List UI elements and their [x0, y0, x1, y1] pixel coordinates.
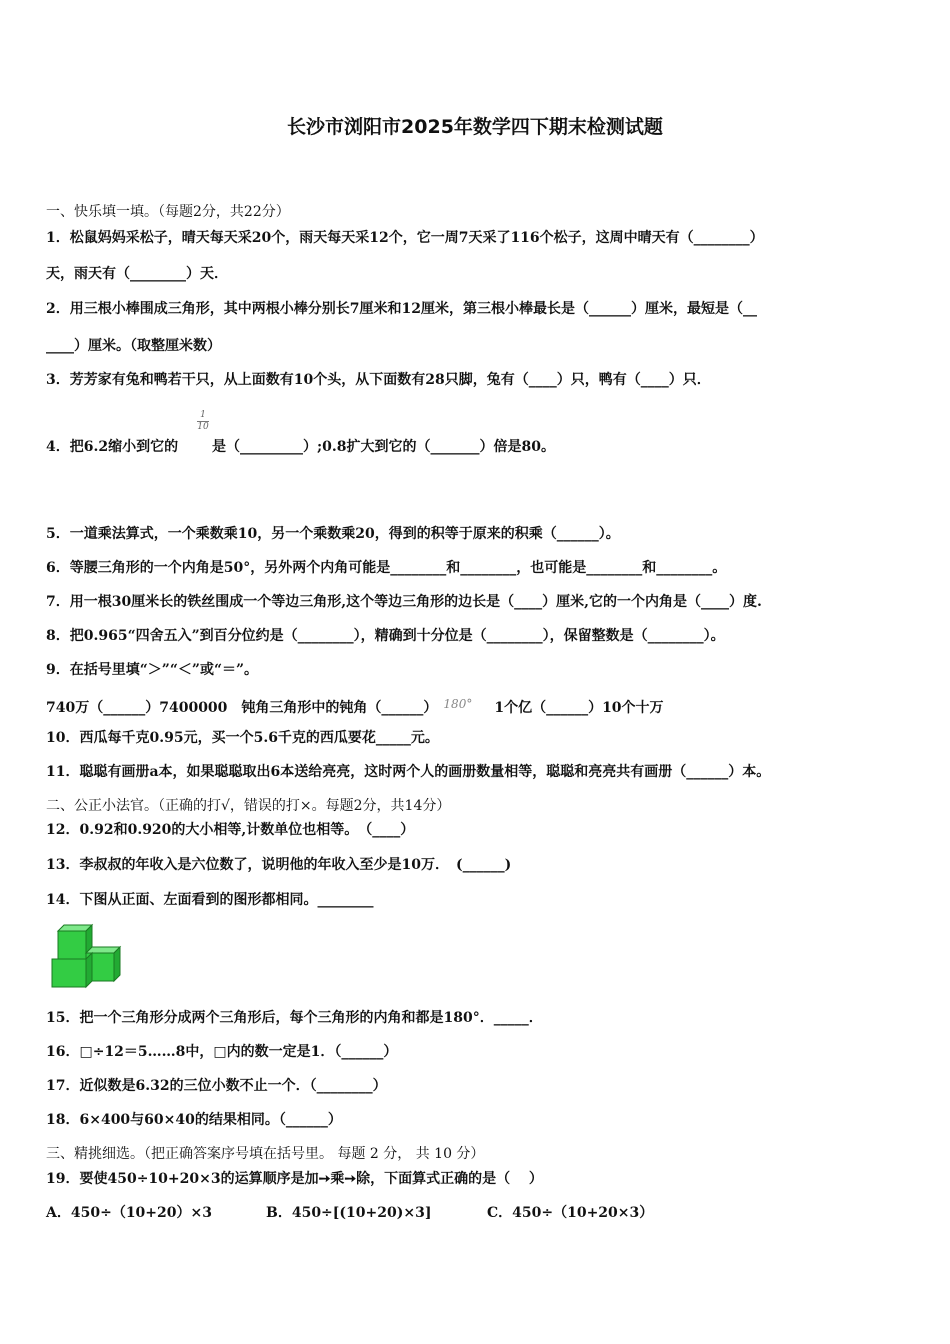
- question-15: 15．把一个三角形分成两个三角形后，每个三角形的内角和都是180°．_____．: [46, 1010, 543, 1026]
- question-12: 12．0.92和0.920的大小相等,计数单位也相等。 （____）: [46, 822, 415, 838]
- question-13: 13．李叔叔的年收入是六位数了，说明他的年收入至少是10万． (______): [46, 857, 512, 873]
- option-c: C．450÷（10+20×3）: [487, 1205, 654, 1221]
- question-9: 9．在括号里填“＞”“＜”或“＝”。: [46, 662, 259, 678]
- question-8: 8．把0.965“四舍五入”到百分位约是（________），精确到十分位是（________），保留整数是（________）。: [46, 628, 725, 644]
- section-heading-3: 三、精挑细选。（把正确答案序号填在括号里。 每题 2 分， 共 10 分）: [46, 1146, 485, 1162]
- question-19-options: [46, 1203, 910, 1223]
- question-1-cont: 天，雨天有（________）天．: [46, 266, 228, 282]
- degree-180: 180°: [443, 697, 473, 711]
- question-7: 7．用一根30厘米长的铁丝围成一个等边三角形,这个等边三角形的边长是（____）厘米,它的一个内角是（____）度.: [46, 594, 762, 610]
- question-1: 1．松鼠妈妈采松子，晴天每天采20个，雨天每天采12个，它一周7天采了116个松子，这周中晴天有（________）: [46, 230, 764, 246]
- page-title: 长沙市浏阳市2025年数学四下期末检测试题: [287, 116, 663, 138]
- question-6: 6．等腰三角形的一个内角是50°，另外两个内角可能是________和________，也可能是________和________。: [46, 560, 727, 576]
- section-heading-2: 二、公正小法官。（正确的打√，错误的打×。每题2分，共14分）: [46, 798, 451, 814]
- question-18: 18．6×400与60×40的结果相同。（______）: [46, 1112, 342, 1128]
- question-2-cont: ____）厘米。（取整厘米数）: [46, 338, 221, 354]
- question-9-items: [46, 694, 910, 718]
- question-11: 11．聪聪有画册a本，如果聪聪取出6本送给亮亮，这时两个人的画册数量相等，聪聪和亮亮共有画册（______）本。: [46, 764, 771, 780]
- section-heading-1: 一、快乐填一填。（每题2分，共22分）: [46, 204, 290, 220]
- question-19: 19．要使450÷10+20×3的运算顺序是加➙乘➙除，下面算式正确的是（ ）: [46, 1171, 543, 1187]
- question-10: 10．西瓜每千克0.95元，买一个5.6千克的西瓜要花_____元。: [46, 730, 439, 746]
- question-9-item-c: 1个亿（______）10个十万: [494, 700, 664, 716]
- question-14: 14．下图从正面、左面看到的图形都相同。________: [46, 892, 374, 908]
- question-17: 17．近似数是6.32的三位小数不止一个．（________）: [46, 1078, 387, 1094]
- question-16: 16．□÷12＝5……8中，□内的数一定是1．（______）: [46, 1044, 398, 1060]
- fraction-denominator: 10: [197, 422, 209, 432]
- question-4-start: 4．把6.2缩小到它的: [46, 439, 179, 455]
- cube-figure: [48, 923, 128, 989]
- question-5: 5．一道乘法算式，一个乘数乘10，另一个乘数乘20，得到的积等于原来的积乘（______）。: [46, 526, 620, 542]
- question-9-item-a: 740万（______）7400000 钝角三角形中的钝角（______）: [46, 700, 438, 716]
- question-3: 3．芳芳家有兔和鸭若干只，从上面数有10个头，从下面数有28只脚，兔有（____）只，鸭有（____）只．: [46, 372, 711, 388]
- fraction-one-tenth: [196, 410, 210, 433]
- fraction-numerator: 1: [200, 410, 206, 420]
- option-a: A．450÷（10+20）×3: [46, 1205, 212, 1221]
- question-2: 2．用三根小棒围成三角形，其中两根小棒分别长7厘米和12厘米，第三根小棒最长是（______）厘米，最短是（__: [46, 301, 757, 317]
- option-b: B．450÷[(10+20)×3]: [266, 1205, 432, 1221]
- question-4-end: 是（_________）;0.8扩大到它的（_______）倍是80。: [212, 439, 556, 455]
